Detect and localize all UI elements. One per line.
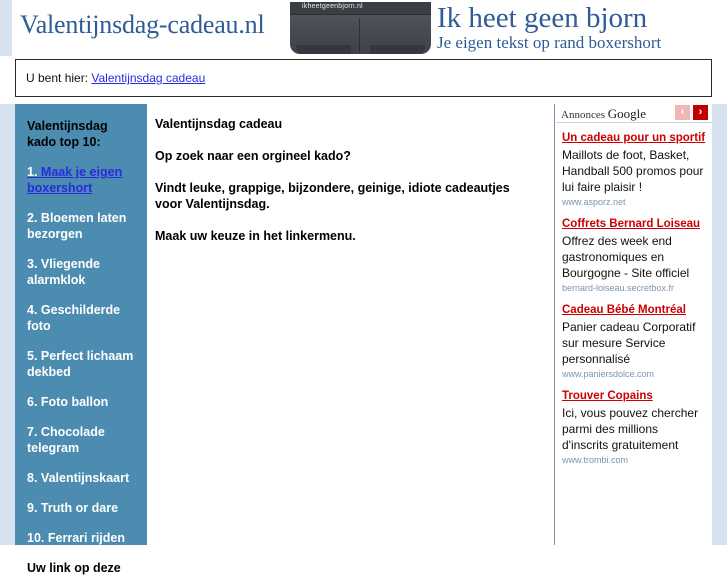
sidebar-item-number: 3. bbox=[27, 257, 38, 271]
sidebar-top10 bbox=[15, 104, 147, 575]
sidebar-item-label: Valentijnskaart bbox=[40, 471, 130, 485]
sidebar-item-2 bbox=[27, 210, 137, 242]
main-paragraph-3: Maak uw keuze in het linkermenu. bbox=[155, 229, 356, 243]
ad-block-3 bbox=[556, 295, 712, 381]
ad-title-link[interactable]: Trouver Copains bbox=[562, 390, 653, 402]
ad-description: Offrez des week end gastronomiques en Bourgogne - Site officiel bbox=[562, 234, 690, 280]
banner-tagline-main: Ik heet geen bjorn bbox=[437, 2, 648, 34]
boxershort-product-image bbox=[290, 2, 431, 54]
sidebar-item-label: Bloemen laten bezorgen bbox=[27, 211, 127, 241]
sidebar-item-label: Truth or dare bbox=[40, 501, 119, 515]
page-right-gutter bbox=[712, 104, 727, 545]
main-paragraph-1: Op zoek naar een orgineel kado? bbox=[155, 149, 351, 163]
google-ads-label bbox=[561, 106, 646, 122]
sidebar-item-7 bbox=[27, 424, 137, 456]
ad-display-url[interactable]: bernard-loiseau.secretbox.fr bbox=[562, 283, 675, 293]
google-ads-label-prefix: Annonces bbox=[561, 109, 608, 121]
sidebar-item-8 bbox=[27, 470, 137, 486]
sidebar-item-3 bbox=[27, 256, 137, 288]
sidebar-item-label: Ferrari rijden bbox=[47, 531, 125, 545]
sidebar-list bbox=[27, 164, 137, 546]
sidebar-item-number: 9. bbox=[27, 501, 38, 515]
boxershort-leg-right bbox=[370, 45, 425, 54]
sidebar-item-label: Maak je eigen boxershort bbox=[27, 165, 123, 195]
ad-title-link[interactable]: Un cadeau pour un sportif bbox=[562, 132, 706, 144]
sidebar-title: Valentijnsdag kado top 10: bbox=[27, 119, 108, 149]
ad-title-link[interactable]: Cadeau Bébé Montréal bbox=[562, 304, 686, 316]
sidebar-item-label: Geschilderde foto bbox=[27, 303, 121, 333]
breadcrumb-box bbox=[15, 59, 712, 97]
ad-description: Ici, vous pouvez chercher parmi des millions d'inscrits gratuitement bbox=[562, 406, 699, 452]
breadcrumb bbox=[26, 71, 205, 85]
sidebar-item-label: Chocolade telegram bbox=[27, 425, 105, 455]
sidebar-footer-text: Uw link op deze bbox=[27, 561, 121, 575]
sidebar-item-10 bbox=[27, 530, 137, 546]
ad-block-2 bbox=[556, 209, 712, 295]
ad-display-url[interactable]: www.paniersdolce.com bbox=[562, 369, 655, 379]
main-content bbox=[147, 104, 555, 545]
chevron-left-icon[interactable]: ‹ bbox=[675, 105, 690, 120]
sidebar-item-label: Vliegende alarmklok bbox=[27, 257, 100, 287]
page-left-gutter bbox=[0, 104, 15, 545]
site-banner bbox=[0, 0, 727, 56]
sidebar-item-number: 10. bbox=[27, 531, 45, 545]
google-ads-column bbox=[556, 104, 712, 545]
sidebar-item-number: 4. bbox=[27, 303, 38, 317]
sidebar-item-number: 2. bbox=[27, 211, 38, 225]
ad-display-url[interactable]: www.asporz.net bbox=[562, 197, 626, 207]
ad-display-url[interactable]: www.trombi.com bbox=[562, 455, 629, 465]
ad-title-link[interactable]: Coffrets Bernard Loiseau bbox=[562, 218, 701, 230]
sidebar-item-number: 6. bbox=[27, 395, 38, 409]
ad-block-1 bbox=[556, 123, 712, 209]
sidebar-item-5 bbox=[27, 348, 137, 380]
sidebar-item-label: Foto ballon bbox=[40, 395, 109, 409]
sidebar-item-9 bbox=[27, 500, 137, 516]
main-paragraphs bbox=[155, 148, 540, 244]
page-title: Valentijnsdag cadeau bbox=[155, 117, 283, 131]
google-ads-header bbox=[556, 104, 712, 123]
breadcrumb-prefix: U bent hier: bbox=[26, 71, 89, 85]
sidebar-item-number: 1. bbox=[27, 165, 38, 179]
boxershort-leg-left bbox=[296, 45, 351, 54]
ad-description: Panier cadeau Corporatif sur mesure Service personnalisé bbox=[562, 320, 696, 366]
sidebar-item-1[interactable] bbox=[27, 164, 137, 196]
sidebar-item-6 bbox=[27, 394, 137, 410]
breadcrumb-link-valentijnsdag-cadeau[interactable]: Valentijnsdag cadeau bbox=[91, 71, 206, 85]
google-wordmark: Google bbox=[607, 106, 647, 121]
boxershort-waistband bbox=[290, 2, 431, 15]
google-ads-list bbox=[556, 123, 712, 467]
sidebar-item-number: 7. bbox=[27, 425, 38, 439]
chevron-right-icon[interactable]: › bbox=[693, 105, 708, 120]
boxershort-waistband-text: ikheetgeenbjorn.nl bbox=[302, 3, 363, 10]
ad-description: Maillots de foot, Basket, Handball 500 promos pour lui faire plaisir ! bbox=[562, 148, 704, 194]
sidebar-item-4 bbox=[27, 302, 137, 334]
sidebar-item-number: 8. bbox=[27, 471, 38, 485]
main-paragraph-2: Vindt leuke, grappige, bijzondere, geinige, idiote cadeautjes voor Valentijnsdag. bbox=[155, 181, 510, 211]
ad-block-4 bbox=[556, 381, 712, 467]
google-ads-nav bbox=[675, 105, 708, 120]
site-title: Valentijnsdag-cadeau.nl bbox=[20, 10, 265, 39]
banner-tagline-sub: Je eigen tekst op rand boxershort bbox=[437, 33, 662, 52]
sidebar-item-label: Perfect lichaam dekbed bbox=[27, 349, 134, 379]
banner-left-strip bbox=[0, 0, 12, 56]
sidebar-item-number: 5. bbox=[27, 349, 38, 363]
boxershort-seam bbox=[359, 18, 360, 52]
